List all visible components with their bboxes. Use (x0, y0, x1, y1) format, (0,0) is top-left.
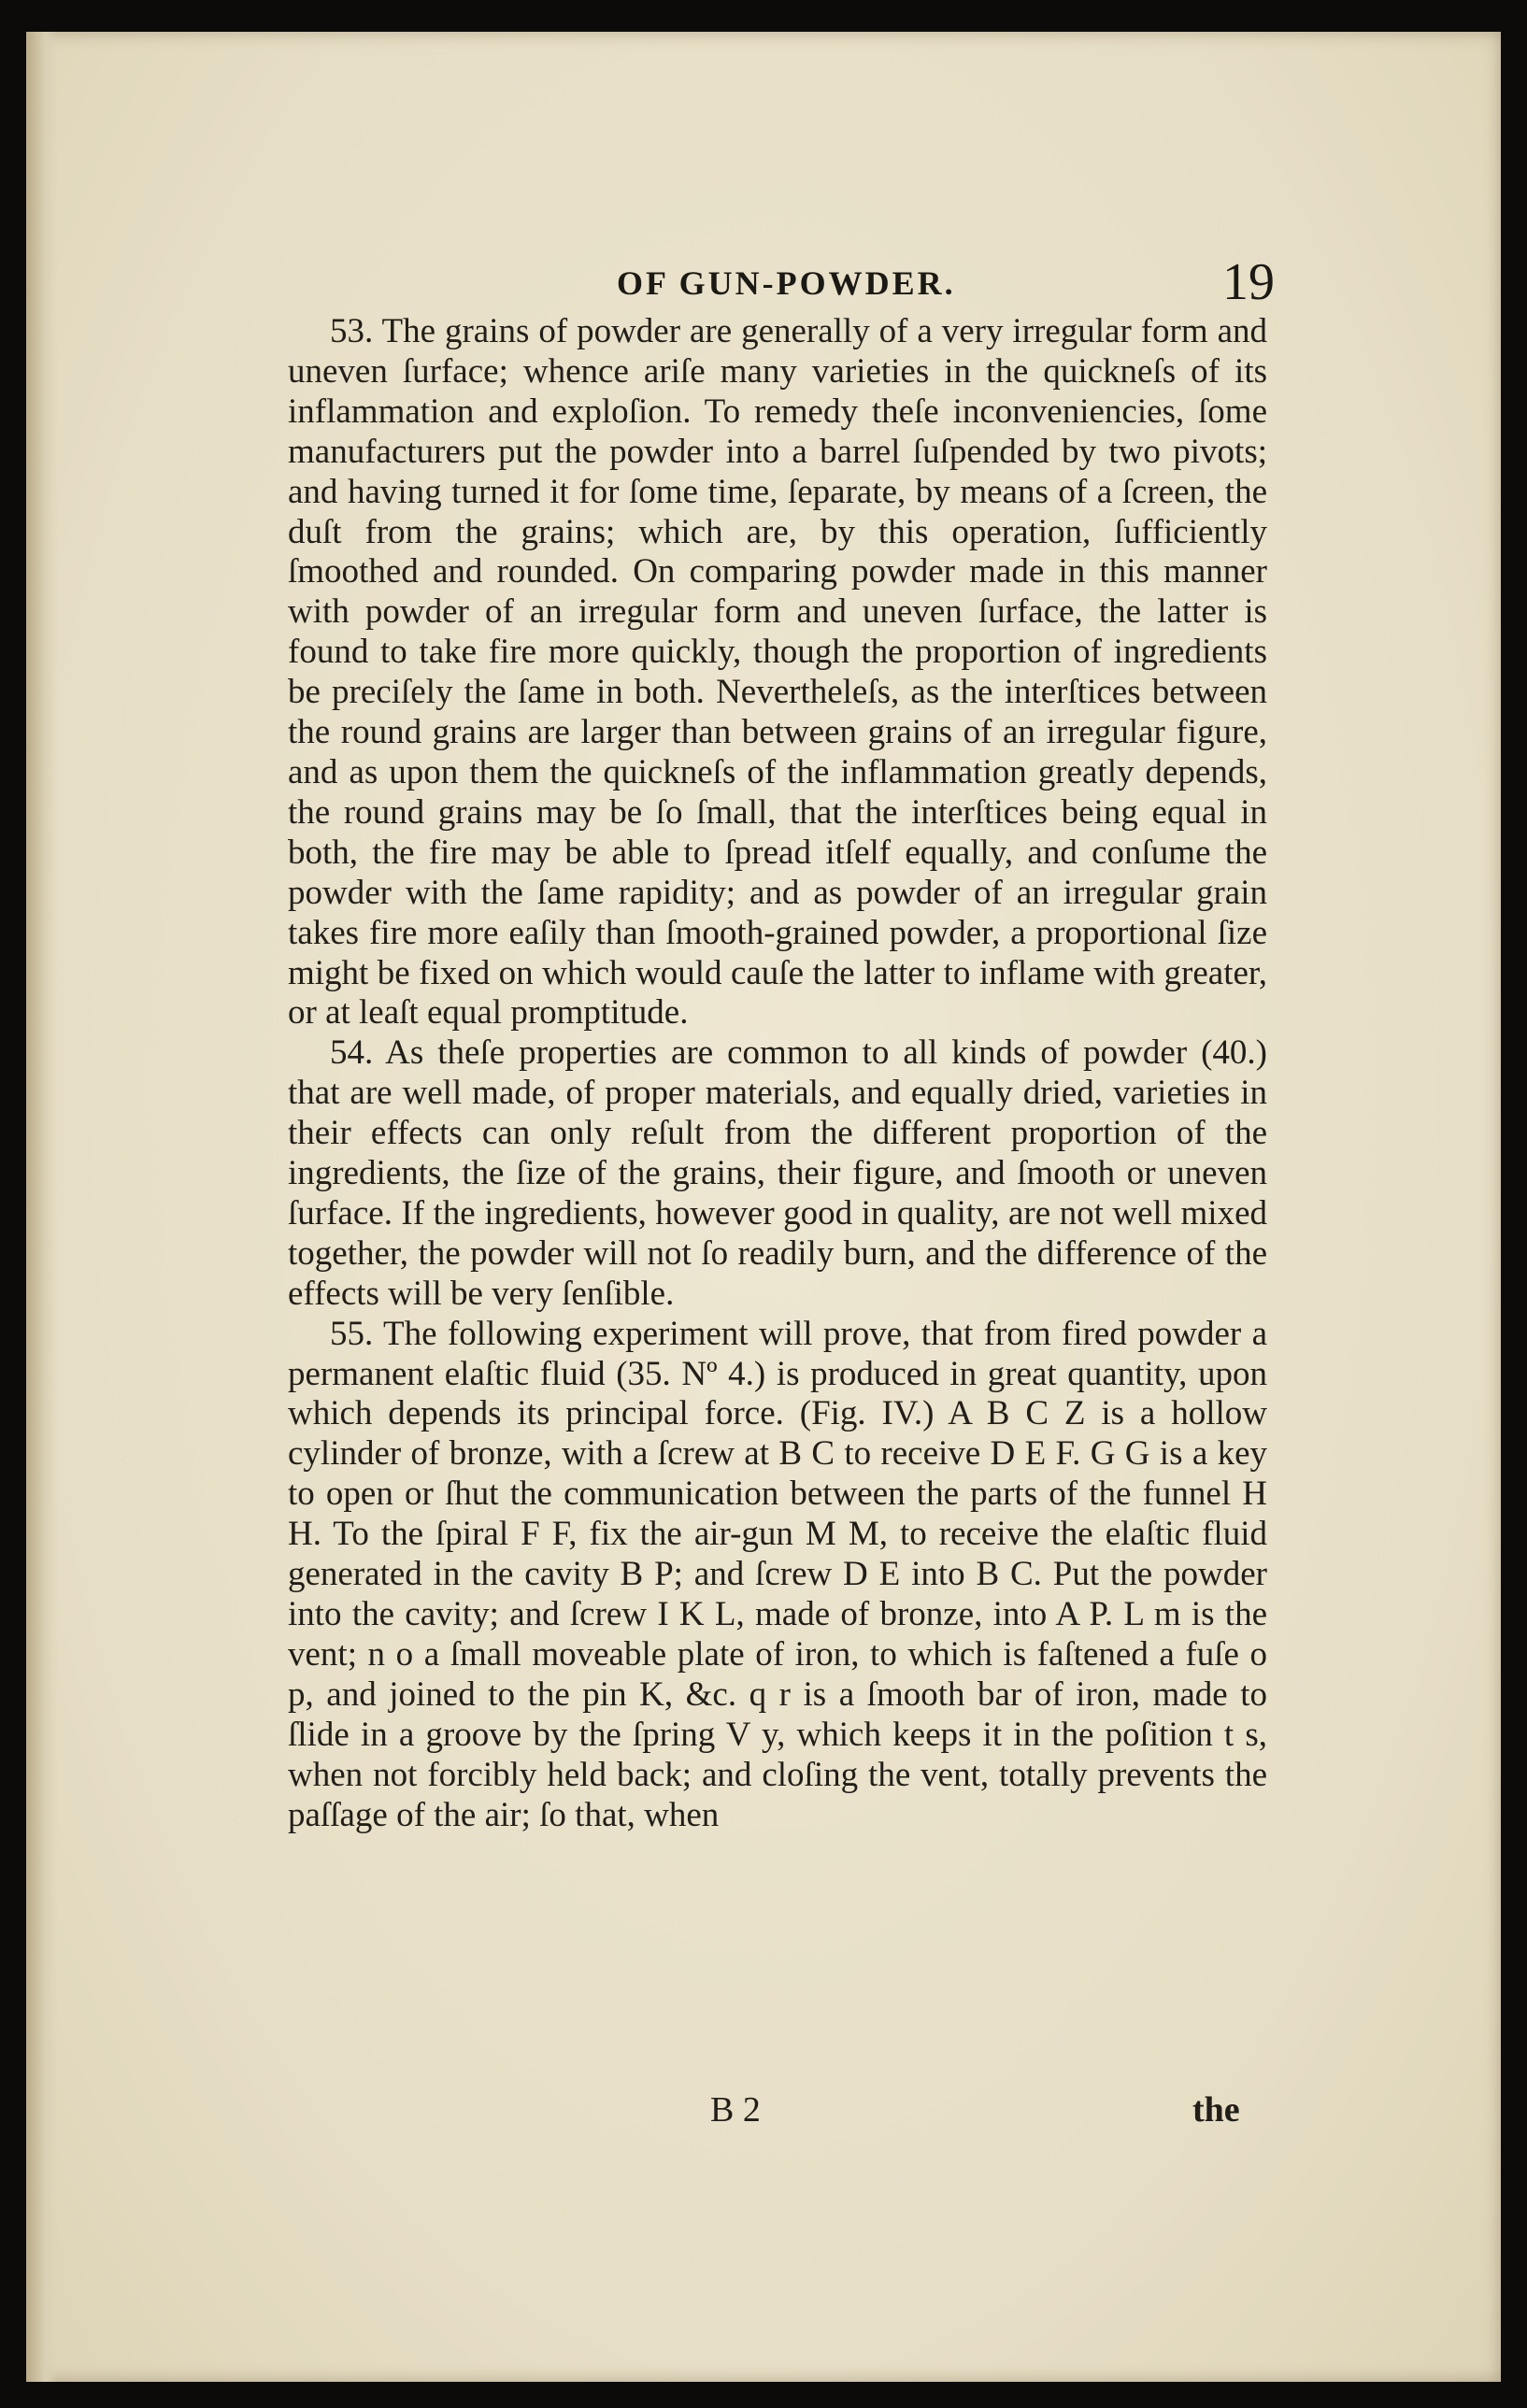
running-title: OF GUN-POWDER. (617, 264, 956, 302)
page-number: 19 (1222, 253, 1275, 311)
catchword: the (1192, 2090, 1240, 2130)
paragraph-54: 54. As theſe properties are common to all kinds of powder (40.) that are well made, of proper materials, and equally dried, varieties in their effects can only reſult from the different proportion of the ingredients, the ſize of the grains, their figure, and ſmooth or uneven ſurface. If the ingredients, however good in quality, are not well mixed together, the powder will not ſo readily burn, and the difference of the effects will be very ſenſible. (288, 1033, 1267, 1313)
body-text (288, 312, 1267, 1835)
paragraph-53: 53. The grains of powder are generally of a very irregular form and uneven ſurface; whence ariſe many varieties in the quickneſs of its inflammation and exploſion. To remedy theſe inconveniencies, ſome manufacturers put the powder into a barrel ſuſpended by two pivots; and having turned it for ſome time, ſeparate, by means of a ſcreen, the duſt from the grains; which are, by this operation, ſufficiently ſmoothed and rounded. On comparing powder made in this manner with powder of an irregular form and uneven ſurface, the latter is found to take fire more quickly, though the proportion of ingredients be preciſely the ſame in both. Nevertheleſs, as the interſtices between the round grains are larger than between grains of an irregular figure, and as upon them the quickneſs of the inflammation greatly depends, the round grains may be ſo ſmall, that the interſtices being equal in both, the fire may be able to ſpread itſelf equally, and conſume the powder with the ſame rapidity; and as powder of an irregular grain takes fire more eaſily than ſmooth-grained powder, a proportional ſize might be fixed on which would cauſe the latter to inflame with greater, or at leaſt equal promptitude. (288, 312, 1267, 1033)
page-gutter (26, 32, 58, 2382)
signature-mark: B 2 (710, 2090, 761, 2130)
paragraph-55: 55. The following experiment will prove, that from fired powder a permanent elaſtic fluid (35. Nº 4.) is produced in great quantity, upon which depends its principal force. (Fig. IV.) A B C Z is a hollow cylinder of bronze, with a ſcrew at B C to receive D E F. G G is a key to open or ſhut the communication between the parts of the funnel H H. To the ſpiral F F, fix the air-gun M M, to receive the elaſtic fluid generated in the cavity B P; and ſcrew D E into B C. Put the powder into the cavity; and ſcrew I K L, made of bronze, into A P. L m is the vent; n o a ſmall moveable plate of iron, to which is faſtened a fuſe o p, and joined to the pin K, &c. q r is a ſmooth bar of iron, made to ſlide in a groove by the ſpring V y, which keeps it in the poſition t s, when not forcibly held back; and cloſing the vent, totally prevents the paſſage of the air; ſo that, when (288, 1314, 1267, 1834)
